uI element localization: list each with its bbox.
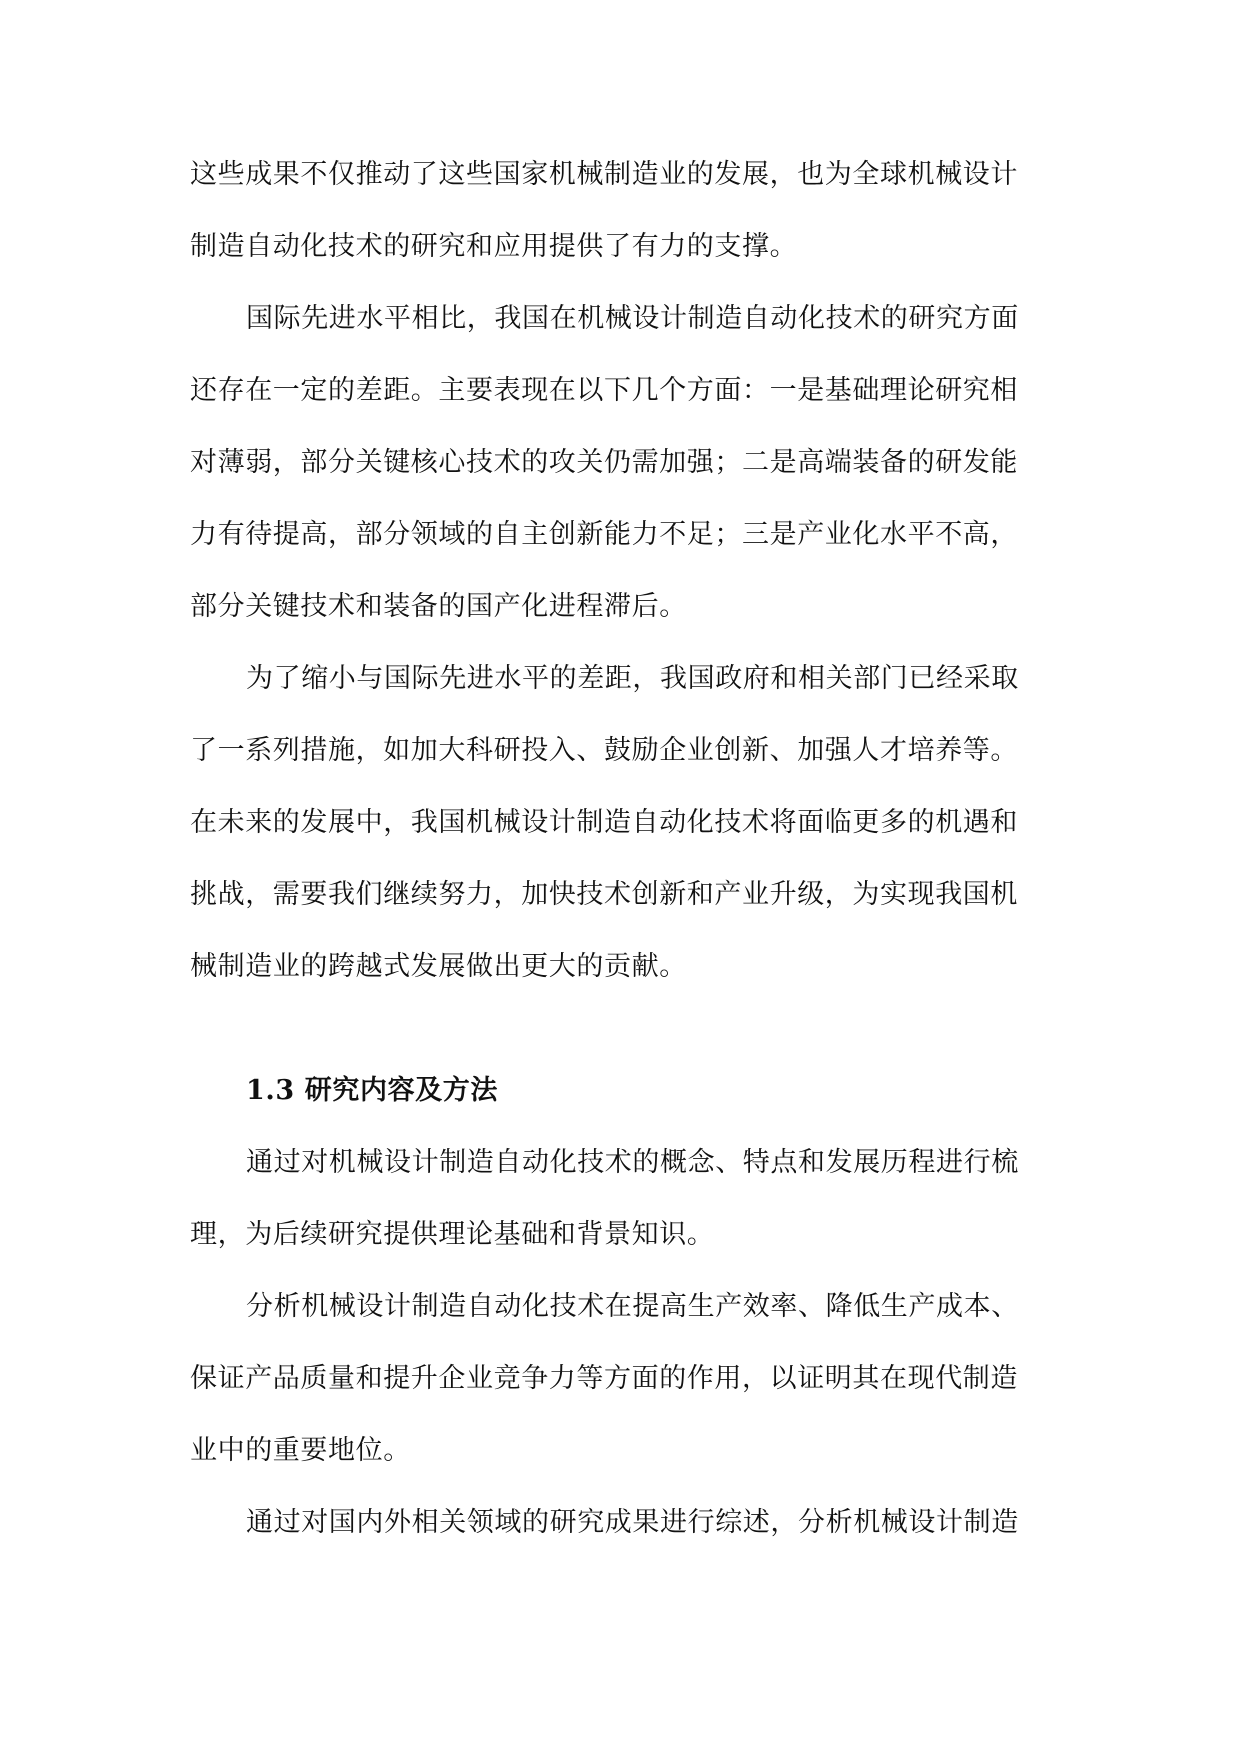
text-line: 在未来的发展中，我国机械设计制造自动化技术将面临更多的机遇和 <box>190 807 1018 838</box>
section-heading: 1.3 研究内容及方法 <box>246 1075 498 1106</box>
text-line: 部分关键技术和装备的国产化进程滞后。 <box>190 591 687 622</box>
text-line: 力有待提高，部分领域的自主创新能力不足；三是产业化水平不高， <box>190 519 1018 550</box>
text-line: 这些成果不仅推动了这些国家机械制造业的发展，也为全球机械设计 <box>190 159 1018 190</box>
paragraph-gap <box>190 289 1070 649</box>
text-line: 通过对国内外相关领域的研究成果进行综述，分析机械设计制造 <box>246 1507 1019 1538</box>
text-line: 理，为后续研究提供理论基础和背景知识。 <box>190 1219 715 1250</box>
text-line: 制造自动化技术的研究和应用提供了有力的支撑。 <box>190 231 798 262</box>
text-line: 业中的重要地位。 <box>190 1435 411 1466</box>
paragraph-review <box>190 1133 1070 1277</box>
text-line: 为了缩小与国际先进水平的差距，我国政府和相关部门已经采取 <box>246 663 1019 694</box>
document-body <box>190 145 1070 1565</box>
text-line: 保证产品质量和提升企业竞争力等方面的作用，以证明其在现代制造 <box>190 1363 1018 1394</box>
text-line: 挑战，需要我们继续努力，加快技术创新和产业升级，为实现我国机 <box>190 879 1018 910</box>
paragraph-analysis <box>190 1277 1070 1493</box>
paragraph-measures <box>190 649 1070 1009</box>
paragraph-literature <box>190 1493 1070 1565</box>
text-line: 通过对机械设计制造自动化技术的概念、特点和发展历程进行梳 <box>246 1147 1019 1178</box>
text-line: 械制造业的跨越式发展做出更大的贡献。 <box>190 951 687 982</box>
section-spacer <box>190 1009 1070 1061</box>
text-line: 了一系列措施，如加大科研投入、鼓励企业创新、加强人才培养等。 <box>190 735 1018 766</box>
text-line: 对薄弱，部分关键核心技术的攻关仍需加强；二是高端装备的研发能 <box>190 447 1018 478</box>
text-line: 分析机械设计制造自动化技术在提高生产效率、降低生产成本、 <box>246 1291 1019 1322</box>
text-line: 国际先进水平相比，我国在机械设计制造自动化技术的研究方面 <box>246 303 1019 334</box>
text-line: 还存在一定的差距。主要表现在以下几个方面：一是基础理论研究相 <box>190 375 1018 406</box>
paragraph-continued <box>190 145 1070 289</box>
